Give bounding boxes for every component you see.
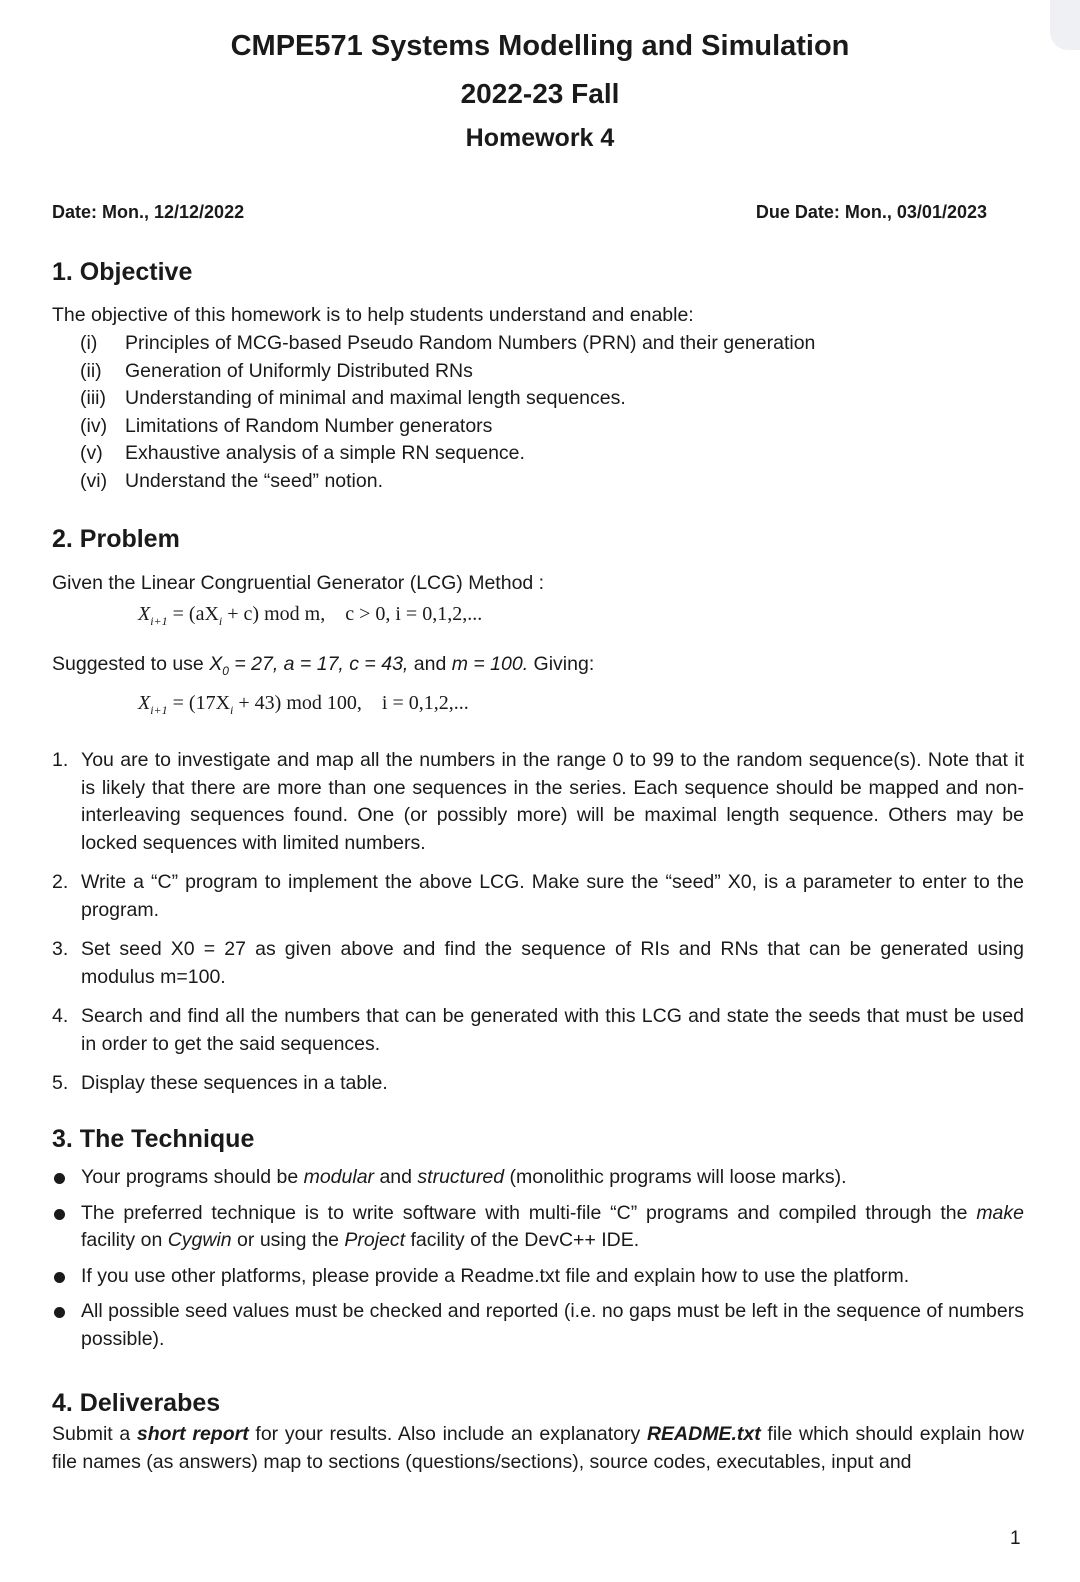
list-item: 3. Set seed X0 = 27 as given above and find the sequence of RIs and RNs that can be generated using modulus m=100.: [52, 938, 1024, 988]
lcg-general-equation: $X_{i+1} = (aX_i + c)$ mod m, c > 0, i = 0,1,2,...: [138, 603, 483, 628]
list-item: (iii) Understanding of minimal and maximal length sequences.: [80, 387, 626, 409]
list-item: Your programs should be modular and structured (monolithic programs will loose marks).: [52, 1164, 1024, 1192]
lcg-specific-equation: $X_{i+1} = (17X_i + 43)$ mod 100, i = 0,1,2,...: [138, 692, 469, 717]
list-item: 5. Display these sequences in a table.: [52, 1072, 388, 1094]
list-item: (i) Principles of MCG-based Pseudo Random Numbers (PRN) and their generation: [80, 332, 816, 354]
problem-intro: Given the Linear Congruential Generator (LCG) Method :: [52, 572, 545, 594]
due-date: Due Date: Mon., 03/01/2023: [755, 202, 987, 222]
problem-heading: 2. Problem: [52, 525, 180, 553]
technique-heading: 3. The Technique: [52, 1125, 255, 1153]
list-item: If you use other platforms, please provide a Readme.txt file and explain how to use the platform.: [52, 1263, 1024, 1291]
list-item: (ii) Generation of Uniformly Distributed RNs: [80, 359, 473, 382]
issue-date: Date: Mon., 12/12/2022: [52, 202, 245, 222]
task-list: [52, 747, 1024, 1098]
bullet-icon: [52, 1298, 81, 1353]
deliverables-text: Submit a short report for your results. Also include an explanatory README.txt file which should explain how file names (as answers) map to sections (questions/sections), source codes, executables, input and: [52, 1423, 1024, 1473]
technique-list: [52, 1164, 1024, 1353]
list-item: All possible seed values must be checked and reported (i.e. no gaps must be left in the sequence of numbers possible).: [52, 1298, 1024, 1353]
page-number: 1: [1010, 1528, 1021, 1549]
objective-intro: The objective of this homework is to help students understand and enable:: [52, 304, 694, 326]
list-item: The preferred technique is to write software with multi-file “C” programs and compiled through the make facility on Cygwin or using the Project facility of the DevC++ IDE.: [52, 1200, 1024, 1255]
term-title: 2022-23 Fall: [460, 78, 620, 109]
bullet-icon: [52, 1164, 81, 1192]
suggested-values: Suggested to use $X_0 = 27$, a = 17, c = 43, and m = 100. Giving:: [52, 653, 595, 678]
list-item: 1. You are to investigate and map all the numbers in the range 0 to 99 to the random sequence(s). Note that it is likely that there are more than one sequences in the series. Each sequence should be mapped and non-interleaving sequences found. One (or possibly more) will be maximal length sequence. Others may be locked sequences with limited numbers.: [52, 749, 1024, 854]
deliverables-heading: 4. Deliverabes: [52, 1389, 221, 1417]
list-item: (iv) Limitations of Random Number generators: [80, 414, 493, 437]
objective-heading: 1. Objective: [52, 258, 193, 286]
list-item: (v) Exhaustive analysis of a simple RN sequence.: [80, 442, 525, 464]
course-title: CMPE571 Systems Modelling and Simulation: [230, 30, 850, 62]
assignment-title: Homework 4: [465, 124, 615, 152]
bullet-icon: [52, 1263, 81, 1291]
bullet-icon: [52, 1200, 81, 1255]
list-item: 2. Write a “C” program to implement the above LCG. Make sure the “seed” X0, is a parameter to enter to the program.: [52, 871, 1024, 921]
list-item: (vi) Understand the “seed” notion.: [80, 469, 383, 492]
objective-list: [80, 330, 815, 495]
list-item: 4. Search and find all the numbers that can be generated with this LCG and state the seeds that must be used in order to get the said sequences.: [52, 1005, 1024, 1055]
